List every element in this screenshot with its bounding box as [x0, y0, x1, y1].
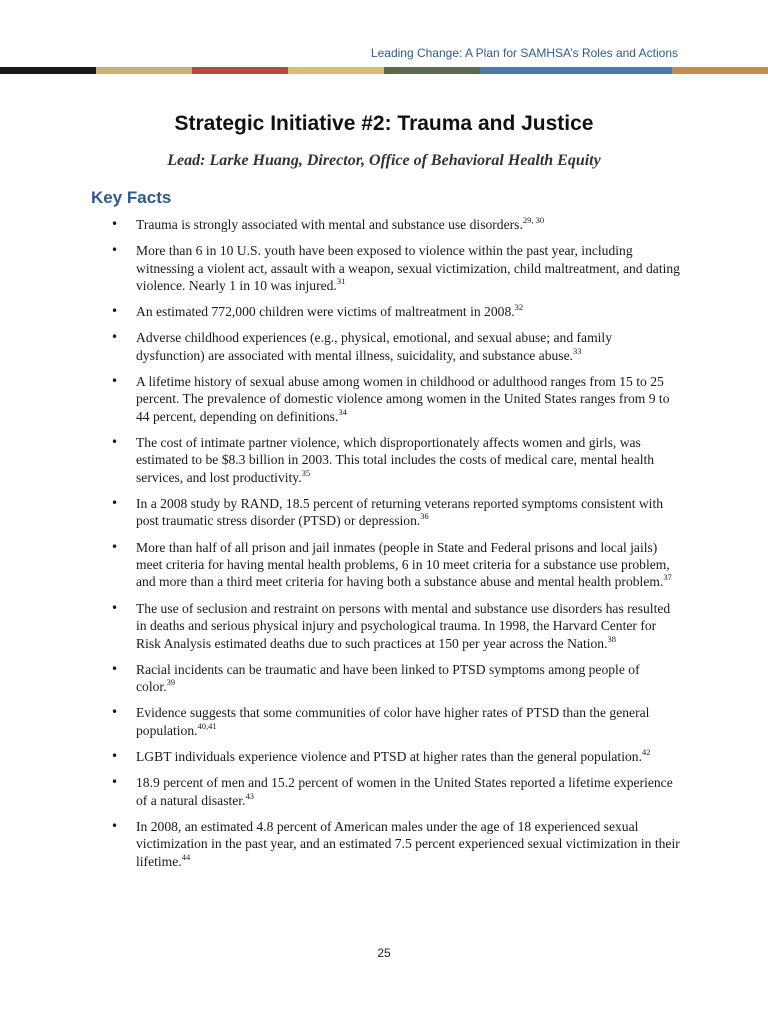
list-item: [108, 495, 680, 530]
footnote-reference[interactable]: 44: [181, 851, 191, 862]
section-heading-key-facts: Key Facts: [91, 188, 172, 207]
color-bar-segment: [192, 67, 288, 74]
list-item: [108, 704, 680, 739]
fact-text: Adverse childhood experiences (e.g., physical, emotional, and sexual abuse; and family dysfunction) are associated with mental illness, suicidality, and substance abuse.: [136, 330, 613, 363]
footnote-reference[interactable]: 37: [663, 572, 672, 583]
color-bar-segment: [576, 67, 672, 74]
fact-text: The use of seclusion and restraint on persons with mental and substance use disorders has resulted in deaths and serious physical injury and psychological trauma. In 1998, the Harvard Center for Risk Analysis estimated deaths due to such practices at 150 per year across the Nation.: [136, 600, 671, 651]
footnote-reference[interactable]: 31: [336, 276, 346, 287]
list-item: [108, 303, 680, 320]
color-bar-segment: [288, 67, 384, 74]
list-item: [108, 434, 680, 486]
list-item: [108, 539, 680, 591]
footnote-reference[interactable]: 32: [514, 302, 524, 313]
fact-text: In a 2008 study by RAND, 18.5 percent of returning veterans reported symptoms consistent with post traumatic stress disorder (PTSD) or depression.: [136, 496, 664, 529]
footnote-reference[interactable]: 29, 30: [522, 215, 545, 225]
footnote-reference[interactable]: 33: [573, 345, 582, 356]
key-facts-list: [108, 216, 680, 879]
list-item: [108, 818, 680, 870]
fact-text: A lifetime history of sexual abuse among women in childhood or adulthood ranges from 15 to 25 percent. The prevalence of domestic violence among women in the United States ranges from 9 to 44 percent, depending on definitions.: [136, 374, 670, 424]
list-item: [108, 373, 680, 425]
footnote-reference[interactable]: 35: [301, 467, 311, 478]
color-bar-segment: [480, 67, 576, 74]
list-item: [108, 774, 680, 809]
running-header-title: Leading Change: A Plan for SAMHSA’s Roles and Actions: [370, 46, 678, 60]
list-item: [108, 329, 680, 364]
footnote-reference[interactable]: 43: [245, 790, 254, 801]
list-item: [108, 600, 680, 652]
fact-text: The cost of intimate partner violence, which disproportionately affects women and girls, was estimated to be $8.3 billion in 2003. This total includes the costs of medical care, mental health services, and lost productivity.: [136, 435, 655, 485]
page-number: 25: [377, 946, 391, 960]
page-title: Strategic Initiative #2: Trauma and Justice: [174, 112, 594, 135]
footnote-reference[interactable]: 38: [607, 633, 616, 644]
fact-text: LGBT individuals experience violence and PTSD at higher rates than the general population.: [136, 748, 642, 764]
fact-text: An estimated 772,000 children were victims of maltreatment in 2008.: [136, 304, 515, 320]
footnote-reference[interactable]: 34: [338, 406, 347, 417]
header-color-bar: [0, 67, 768, 74]
list-item: [108, 216, 680, 233]
list-item: [108, 748, 680, 765]
lead-line: Lead: Larke Huang, Director, Office of Behavioral Health Equity: [167, 152, 601, 169]
fact-text: 18.9 percent of men and 15.2 percent of women in the United States reported a lifetime experience of a natural disaster.: [136, 775, 673, 808]
fact-text: More than half of all prison and jail inmates (people in State and Federal prisons and local jails) meet criteria for having mental health problems, 6 in 10 meet criteria for a substance use problem, and more than a third meet criteria for having both a substance abuse and mental health problem.: [136, 539, 670, 590]
footnote-reference[interactable]: 36: [420, 511, 429, 522]
color-bar-segment: [96, 67, 192, 74]
list-item: [108, 242, 680, 294]
footnote-reference[interactable]: 40,41: [197, 720, 217, 731]
color-bar-segment: [384, 67, 480, 74]
footnote-reference[interactable]: 39: [166, 677, 176, 688]
list-item: [108, 661, 680, 696]
color-bar-segment: [672, 67, 768, 74]
fact-text: Trauma is strongly associated with mental and substance use disorders.: [136, 217, 523, 232]
fact-text: Evidence suggests that some communities of color have higher rates of PTSD than the general population.: [136, 705, 650, 738]
fact-text: Racial incidents can be traumatic and have been linked to PTSD symptoms among people of color.: [136, 661, 640, 695]
fact-text: In 2008, an estimated 4.8 percent of American males under the age of 18 experienced sexual victimization in the past year, and an estimated 7.5 percent experienced sexual victimization in their lifetime.: [136, 818, 680, 869]
fact-text: More than 6 in 10 U.S. youth have been exposed to violence within the past year, including witnessing a violent act, assault with a weapon, sexual victimization, child maltreatment, and dating violence. Nearly 1 in 10 was injured.: [136, 243, 680, 294]
footnote-reference[interactable]: 42: [641, 746, 651, 757]
color-bar-segment: [0, 67, 96, 74]
